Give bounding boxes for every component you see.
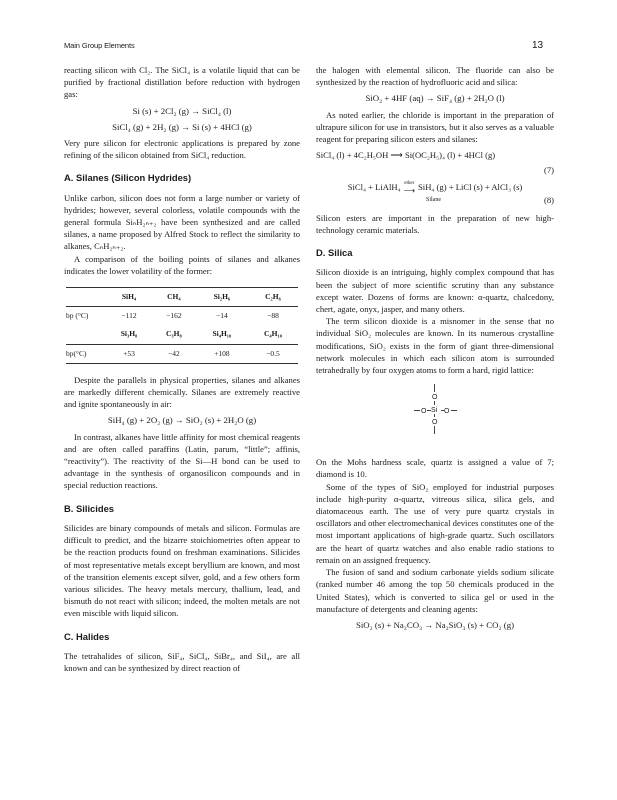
paragraph: The tetrahalides of silicon, SiF₄, SiCl₄, SiBr₄, and SiI₄, are all known and can be synthesized by direct reaction of xyxy=(64,650,300,673)
table-cell: −14 xyxy=(196,307,248,326)
left-column xyxy=(64,64,300,674)
table-header: CH₄ xyxy=(152,288,196,307)
oxygen-atom-bottom: O xyxy=(432,419,438,427)
running-title: Main Group Elements xyxy=(64,41,135,50)
bond-line xyxy=(434,384,435,392)
paragraph: The term silicon dioxide is a misnomer in the sense that no individual SiO₂ molecules are known. In its numerous crystalline modifications, SiO₂ exists in the form of giant three-dimensional network molecules in which each silicon atom is surrounded tetrahedrally by four oxygen atoms to form a hard, rigid lattice: xyxy=(316,316,554,376)
paragraph: the halogen with elemental silicon. The fluoride can also be synthesized by the reaction of hydrofluoric acid and silica: xyxy=(316,65,554,88)
table-cell: +53 xyxy=(106,344,152,363)
table-cell: +108 xyxy=(196,344,248,363)
equation-number xyxy=(316,164,554,176)
equation-right: SiH₄ (g) + LiCl (s) + AlCl₃ (s) xyxy=(418,181,523,192)
equation-8 xyxy=(316,180,554,194)
equation-body: SiCl₄ (l) + 4C₂H₅OH ⟶ Si(OC₂H₅)₄ (l) + 4HCl (g) xyxy=(316,150,496,161)
equation: Si (s) + 2Cl₂ (g) → SiCl₄ (l) xyxy=(132,105,232,116)
bond-line xyxy=(434,426,435,434)
bond-line xyxy=(427,410,431,411)
table-header: C₂H₆ xyxy=(248,288,298,307)
section-heading-silica: D. Silica xyxy=(316,247,353,259)
page-number: 13 xyxy=(532,40,544,51)
boiling-point-table xyxy=(66,287,298,364)
silane-label: Silane xyxy=(426,196,441,203)
equation: SiO₂ (s) + Na₂CO₃ → Na₂SiO₃ (s) + CO₂ (g) xyxy=(355,619,515,630)
equation-number-7: (7) xyxy=(543,165,554,176)
paragraph: As noted earlier, the chloride is important in the preparation of ultrapure silicon for use in transistors, but it also serves as a valuable reagent for preparing silicon esters and silanes: xyxy=(316,109,554,145)
paragraph: A comparison of the boiling points of silanes and alkanes indicates the lower volatility of the former: xyxy=(64,253,300,276)
equation-number-8: (8) xyxy=(543,194,554,205)
oxygen-atom-top: O xyxy=(432,394,438,402)
equation-7 xyxy=(316,149,554,161)
arrow-label: ether xyxy=(404,180,415,186)
bond-line xyxy=(414,410,420,411)
equation-left: SiCl₄ + LiAlH₄ xyxy=(347,181,401,192)
silicon-atom: Si xyxy=(431,407,438,415)
table-cell: −88 xyxy=(248,307,298,326)
table-header: Si₃H₈ xyxy=(120,329,138,339)
row-label: bp(°C) xyxy=(66,344,106,363)
reaction-arrow xyxy=(404,180,415,194)
table-header: SiH₄ xyxy=(106,288,152,307)
table-cell: −0.5 xyxy=(248,344,298,363)
paragraph: Very pure silicon for electronic applications is prepared by zone refining of the silicon obtained from SiCl₄ reduction. xyxy=(64,138,300,161)
arrow-glyph: ⟶ xyxy=(403,185,416,195)
paragraph: Silicon dioxide is an intriguing, highly complex compound that has been the subject of more scientific scrutiny than any substance except water. Dozens of forms are known: α-quartz, chalcedony, chert, agate, onyx, jasper, and many others. xyxy=(316,267,554,315)
table-header: C₃H₈ xyxy=(166,329,182,339)
paragraph: Unlike carbon, silicon does not form a large number or variety of hydrides; however, several colorless, volatile compounds with the general formula SiₙH₂ₙ₊₂ have been synthesized and are called silanes, a name proposed by Alfred Stock to reflect the similarity to alkanes, CₙH₂ₙ₊₂. xyxy=(64,192,300,252)
paragraph: Some of the types of SiO₂ employed for industrial purposes include high-purity α-quartz, vitreous silica, silica gels, and diatomaceous earth. The use of very pure quartz crystals in oscillators and other electromechanical devices constitutes one of the most important applications of high-grade quartz. Such oscillators are the heart of quartz watches and also enable radio stations to remain on an assigned frequency. xyxy=(316,481,554,565)
equation: SiH₄ (g) + 2O₂ (g) → SiO₂ (s) + 2H₂O (g) xyxy=(107,415,257,426)
table-cell: −162 xyxy=(152,307,196,326)
table-cell: −42 xyxy=(152,344,196,363)
silica-tetrahedron-diagram xyxy=(405,382,465,438)
row-label: bp (°C) xyxy=(66,307,106,326)
paragraph: reacting silicon with Cl₂. The SiCl₄ is a volatile liquid that can be purified by fractional distillation before reduction with hydrogen gas: xyxy=(64,65,300,100)
paragraph: Silicon esters are important in the preparation of new high-technology ceramic materials. xyxy=(316,212,554,236)
table-header: Si₄H₁₀ xyxy=(212,329,232,339)
table-header: C₄H₁₀ xyxy=(264,329,283,339)
oxygen-atom-left: O xyxy=(421,408,427,416)
paragraph: The fusion of sand and sodium carbonate yields sodium silicate (ranked number 46 among the top 50 chemicals produced in the United States), which is converted to silica gel or used in the manufacture of detergents and cleaning agents: xyxy=(316,567,554,614)
equation: SiCl₄ (g) + 2H₂ (g) → Si (s) + 4HCl (g) xyxy=(112,121,252,132)
right-column xyxy=(316,64,554,635)
section-heading-silanes: A. Silanes (Silicon Hydrides) xyxy=(64,172,192,184)
section-heading-halides: C. Halides xyxy=(64,630,110,642)
table-cell: −112 xyxy=(106,307,152,326)
oxygen-atom-right: O xyxy=(444,408,450,416)
paragraph: On the Mohs hardness scale, quartz is assigned a value of 7; diamond is 10. xyxy=(316,457,554,480)
paragraph: Silicides are binary compounds of metals and silicon. Formulas are difficult to predict, and the bizarre stoichiometries often appear to be the reaction products found on freshman examinations. Silicides of most representative metals except beryllium are known, and most of the transition elements except silver, gold, and a few others form various silicides. The heavy metals mercury, thallium, lead, and bismuth do not react with silicon; indeed, the molten metals are not even miscible with liquid silicon. xyxy=(64,522,300,619)
bond-line xyxy=(451,410,457,411)
paragraph: Despite the parallels in physical properties, silanes and alkanes are markedly different chemically. Silanes are extremely reactive and ignite spontaneously in air: xyxy=(64,374,300,410)
table-header: Si₂H₆ xyxy=(196,288,248,307)
paragraph: In contrast, alkanes have little affinity for most chemical reagents and are often called paraffins (Latin, parum, “little”; affinis, “reactivity”). The reactivity of the Si—H bond can be used to advantage in the synthesis of organosilicon compounds and in special reduction reactions. xyxy=(64,431,300,491)
section-heading-silicides: B. Silicides xyxy=(64,502,115,514)
equation: SiO₂ + 4HF (aq) → SiF₄ (g) + 2H₂O (l) xyxy=(365,93,505,104)
